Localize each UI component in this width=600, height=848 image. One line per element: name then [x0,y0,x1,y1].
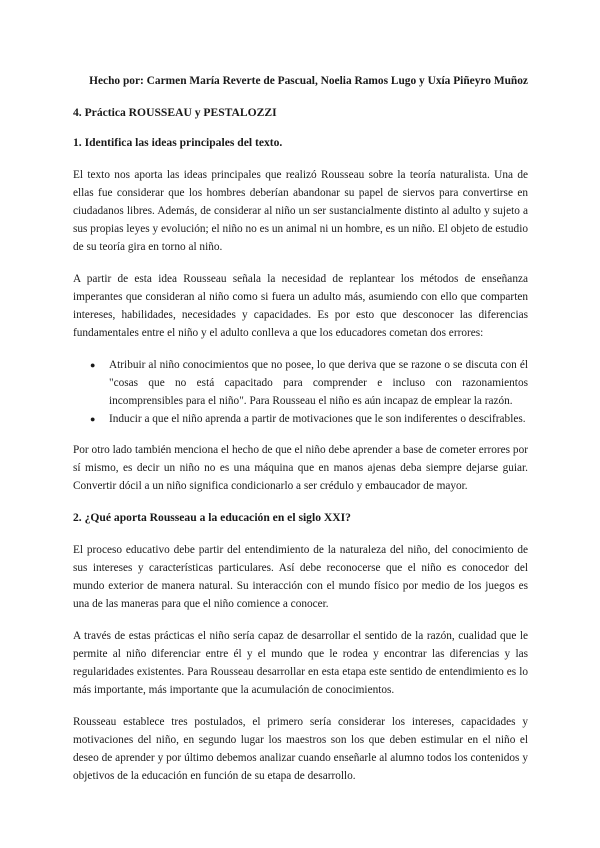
list-item-text: Atribuir al niño conocimientos que no posee, lo que deriva que se razone o se discuta con él "cosas que no está capacitado para comprender e incluso con razonamientos incomprensibles para el niño". Para Rousseau el niño es aún incapaz de emplear la razón. [109,359,528,407]
q1-paragraph-1: El texto nos aporta las ideas principales que realizó Rousseau sobre la teoría naturalista. Una de ellas fue considerar que los hombres deberían abandonar su papel de siervos para convertirse en ciudadanos libres. Además, de considerar al niño un ser sustancialmente distinto al adulto y sujeto a sus propias leyes y evolución; el niño no es un animal ni un hombre, es un niño. El objeto de estudio de su teoría gira en torno al niño. [73,169,528,253]
q1-paragraph-2: A partir de esta idea Rousseau señala la necesidad de replantear los métodos de enseñanza imperantes que consideran al niño como si fuera un adulto más, asumiendo con ello que comparten intereses, habilidades, necesidades y capacidades. Es por esto que desconocer las diferencias fundamentales entre el niño y el adulto conlleva a que los educadores cometan dos errores: [73,273,528,339]
question-2-heading: 2. ¿Qué aporta Rousseau a la educación en el siglo XXI? [73,511,351,524]
q1-closing-paragraph: Por otro lado también menciona el hecho de que el niño debe aprender a base de cometer errores por sí mismo, es decir un niño no es una máquina que en manos ajenas deba siempre dejarse guiar. Convertir dócil a un niño significa condicionarlo a ser crédulo y embaucador de mayor. [73,444,528,492]
question-1-heading: 1. Identifica las ideas principales del texto. [73,136,283,149]
bullet-icon: ● [90,360,96,370]
q2-paragraph-3: Rousseau establece tres postulados, el primero sería considerar los intereses, capacidades y motivaciones del niño, en segundo lugar los maestros son los que deben estimular en el niño el deseo de aprender y por último debemos analizar cuando enseñarle al alumno todos los contenidos y objetivos de la educación en función de su etapa de desarrollo. [73,716,528,782]
list-item [73,410,528,428]
list-item [73,356,528,410]
bullet-icon: ● [90,414,96,424]
document-page [73,72,528,799]
list-item-text: Inducir a que el niño aprenda a partir de motivaciones que le son indiferentes o descifrables. [109,413,526,425]
errors-list [73,356,528,428]
author-line: Hecho por: Carmen María Reverte de Pascual, Noelia Ramos Lugo y Uxía Piñeyro Muñoz [89,75,528,87]
q2-paragraph-2: A través de estas prácticas el niño sería capaz de desarrollar el sentido de la razón, cualidad que le permite al niño diferenciar entre él y el mundo que le rodea y encontrar las diferencias y las regularidades existentes. Para Rousseau desarrollar en esta etapa este sentido de entendimiento es lo más importante, más importante que la acumulación de conocimientos. [73,630,528,696]
section-title: 4. Práctica ROUSSEAU y PESTALOZZI [73,106,277,119]
q2-paragraph-1: El proceso educativo debe partir del entendimiento de la naturaleza del niño, del conocimiento de sus intereses y características particulares. Así debe reconocerse que el niño es conocedor del mundo exterior de manera natural. Su interacción con el mundo físico por medio de los juegos es una de las maneras para que el niño comience a conocer. [73,544,528,610]
